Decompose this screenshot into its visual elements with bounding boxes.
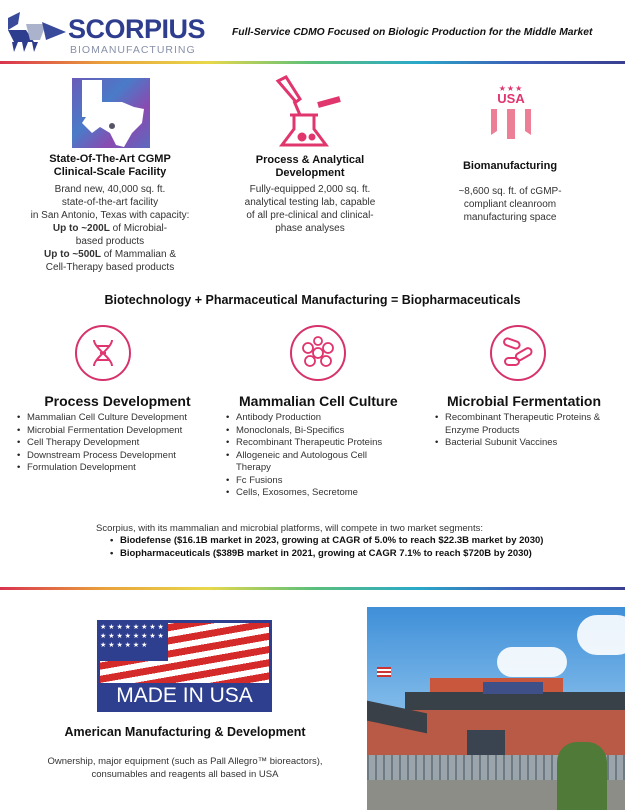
list-item: • Cells, Exosomes, Secretome: [224, 487, 404, 500]
capacity-mammalian: Up to ~500L: [44, 249, 101, 260]
market-section: [96, 523, 616, 560]
list-item: • Bacterial Subunit Vaccines: [433, 437, 608, 450]
feature-title: Process & Analytical Development: [255, 154, 365, 179]
service-title: Mammalian Cell Culture: [239, 393, 398, 409]
service-mammalian: [224, 393, 424, 500]
texas-map-icon: [72, 78, 150, 148]
feature-text: Fully-equipped 2,000 sq. ft. analytical testing lab, capable of all pre-clinical and clinical-phase analyses: [244, 184, 376, 234]
service-list: [15, 412, 220, 475]
made-in-usa-badge: ★ ★ ★ ★ ★ ★ ★ ★ ★ ★ ★ ★ ★ ★ ★ ★ ★ ★ ★ ★ ★ ★ MADE IN USA: [97, 620, 272, 712]
list-item: • Fc Fusions: [224, 475, 404, 488]
badge-text: MADE IN USA: [116, 684, 253, 707]
service-microbial: [433, 393, 623, 450]
list-item: • Microbial Fermentation Development: [15, 425, 220, 438]
feature-facility: [20, 153, 200, 274]
feature-biomanufacturing: [440, 160, 580, 224]
dna-icon: [75, 325, 131, 381]
service-list: [433, 412, 608, 450]
divider-bottom: [0, 587, 625, 590]
service-list: [224, 412, 404, 500]
usa-shield-icon: ★★★ USA: [487, 84, 535, 146]
list-item: • Downstream Process Development: [15, 450, 220, 463]
scorpion-logo-icon: [6, 12, 68, 54]
divider-top: [0, 61, 625, 64]
service-process-development: [15, 393, 220, 475]
list-item: • Recombinant Therapeutic Proteins: [224, 437, 404, 450]
list-item: • Antibody Production: [224, 412, 404, 425]
equation-heading: Biotechnology + Pharmaceutical Manufacturing = Biopharmaceuticals: [104, 293, 521, 307]
list-item: • Cell Therapy Development: [15, 437, 220, 450]
list-item: • Recombinant Therapeutic Proteins & Enzyme Products: [433, 412, 608, 437]
feature-title: Biomanufacturing: [462, 160, 558, 172]
logo: [6, 12, 206, 56]
list-item: • Mammalian Cell Culture Development: [15, 412, 220, 425]
lab-flask-icon: [272, 75, 348, 151]
tagline: Full-Service CDMO Focused on Biologic Production for the Middle Market: [232, 27, 593, 38]
usa-body: Ownership, major equipment (such as Pall Allegro™ bioreactors), consumables and reagents all based in USA: [47, 756, 323, 780]
logo-name: SCORPIUS: [68, 14, 206, 44]
facility-photo: [367, 607, 625, 810]
list-item: • Allogeneic and Autologous Cell Therapy: [224, 450, 404, 475]
feature-text: ~8,600 sq. ft. of cGMP-compliant cleanroom manufacturing space: [458, 186, 562, 223]
market-item: • Biopharmaceuticals ($389B market in 2021, growing at CAGR 7.1% to reach $720B by 2030): [108, 548, 616, 561]
feature-text: of Microbial-based products: [75, 223, 168, 247]
feature-text: state-of-the-art facility: [61, 197, 159, 208]
list-item: • Formulation Development: [15, 462, 220, 475]
usa-icon-text: USA: [497, 91, 525, 106]
list-item: • Monoclonals, Bi-Specifics: [224, 425, 404, 438]
cells-icon: [290, 325, 346, 381]
market-intro: Scorpius, with its mammalian and microbial platforms, will compete in two market segments:: [96, 523, 483, 534]
bacteria-icon: [490, 325, 546, 381]
feature-text: of Mammalian & Cell-Therapy based products: [45, 249, 176, 273]
feature-text: Brand new, 40,000 sq. ft.: [54, 184, 166, 195]
feature-title: State-Of-The-Art CGMP Clinical-Scale Facility: [49, 153, 171, 178]
market-item: • Biodefense ($16.1B market in 2023, growing at CAGR of 5.0% to reach $22.3B market by 2030): [108, 535, 616, 548]
feature-text: in San Antonio, Texas with capacity:: [30, 210, 190, 221]
service-title: Microbial Fermentation: [447, 393, 602, 409]
logo-sub: BIOMANUFACTURING: [70, 44, 196, 56]
feature-analytical: [240, 154, 380, 235]
service-title: Process Development: [44, 393, 191, 409]
market-list: [108, 535, 616, 560]
capacity-microbial: Up to ~200L: [52, 223, 110, 234]
usa-title: American Manufacturing & Development: [64, 725, 306, 739]
